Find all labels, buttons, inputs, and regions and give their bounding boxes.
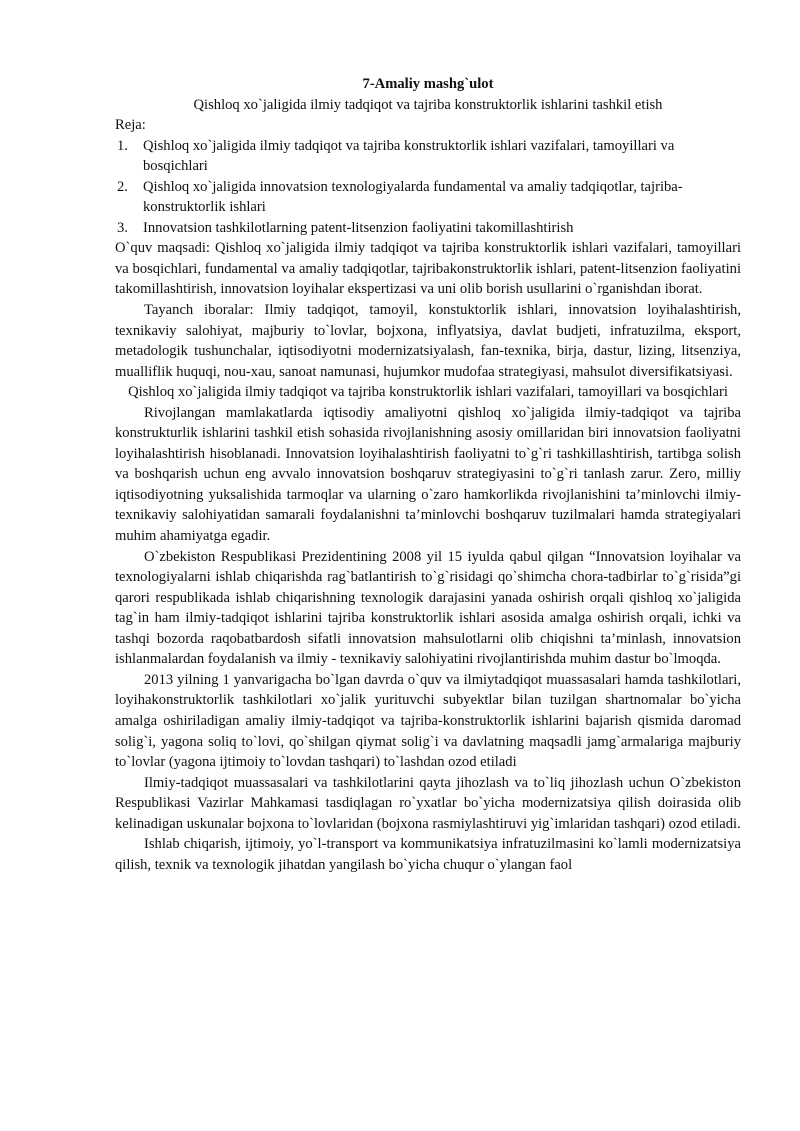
document-title: 7-Amaliy mashg`ulot [362, 76, 494, 92]
body-paragraph: O`zbekiston Respublikasi Prezidentining 2008 yil 15 iyulda qabul qilgan “Innovatsion loyihalar va texnologiyalarni ishlab chiqarishda rag`batlantirish to`g`risidagi qo`shimcha chora-tadbirlar to`g`risida”gi qarori respublikada ishlab chiqarishning texnologik darajasini yanada oshirish orqali qishloq xo`jaligida tag`in ham ilmiy-tadqiqot ishlarini tajriba konstruktorlik ishlari asosida amalga oshirish orqali, ichki va tashqi bozorda raqobatbardosh sifatli innovatsion mahsulotlarni olib chiqishni ta’minlash, innovatsion ishlanmalardan foydalanish va ilmiy - texnikaviy salohiyatini rivojlantirishda muhim dastur bo`lmoqda. [115, 548, 741, 668]
plan-list [115, 136, 741, 239]
plan-label: Reja: [115, 117, 146, 134]
section-heading: Qishloq xo`jaligida ilmiy tadqiqot va tajriba konstruktorlik ishlari vazifalari, tamoyillari va bosqichlari [128, 384, 728, 401]
body-paragraph: 2013 yilning 1 yanvarigacha bo`lgan davrda o`quv va ilmiytadqiqot muassasalari hamda tashkilotlari, loyihakonstruktorlik tashkilotlari xo`jalik yurituvchi subyektlar bilan tuzilgan shartnomalar bo`yicha amalga oshiriladigan amaliy ilmiy-tadqiqot va tajriba-konstruktorlik ishlarini bajarish qismida daromad solig`i, yagona soliq to`lovi, qo`shilgan qiymat solig`i va davlatning maqsadli jamg`armalariga majburiy to`lovlar (yagona ijtimoiy to`lovdan tashqari) to`lashdan ozod etiladi [115, 671, 741, 771]
keywords-paragraph: Tayanch iboralar: Ilmiy tadqiqot, tamoyil, konstuktorlik ishlari, innovatsion loyihalashtirish, texnikaviy salohiyat, majburiy to`lovlar, bojxona, inflyatsiya, davlat budjeti, infratuzilma, eksport, metadologik tushunchalar, iqtisodiyotni modernizatsiyalash, fan-texnika, birja, dastur, lizing, litsenziya, mualliflik huquqi, nou-xau, sanoat namunasi, hujumkor mudofaa strategiyasi, mahsulot diversifikatsiyasi. [115, 302, 741, 380]
plan-item-text: Qishloq xo`jaligida innovatsion texnologiyalarda fundamental va amaliy tadqiqotlar, tajriba-konstruktorlik ishlari [143, 178, 683, 216]
plan-item [115, 136, 741, 177]
plan-item-text: Qishloq xo`jaligida ilmiy tadqiqot va tajriba konstruktorlik ishlari vazifalari, tamoyillari va bosqichlari [143, 137, 675, 175]
plan-item [115, 177, 741, 218]
learning-goal: O`quv maqsadi: Qishloq xo`jaligida ilmiy tadqiqot va tajriba konstruktorlik ishlari vazifalari, tamoyillari va bosqichlari, fundamental va amaliy tadqiqotlar, tajribakonstruktorlik ishlari, patent-litsenzion faoliyatini takomillashtirish, innovatsion loyihalar ekspertizasi va uni olib borish usullarini o`rganishdan iborat. [115, 240, 741, 298]
body-paragraph: Ishlab chiqarish, ijtimoiy, yo`l-transport va kommunikatsiya infratuzilmasini ko`lamli modernizatsiya qilish, texnik va texnologik jihatdan yangilash bo`yicha chuqur o`ylangan faol [115, 836, 741, 873]
plan-item-number: 2. [117, 178, 128, 195]
plan-item-number: 3. [117, 219, 128, 236]
plan-item-number: 1. [117, 137, 128, 154]
document-subtitle: Qishloq xo`jaligida ilmiy tadqiqot va tajriba konstruktorlik ishlarini tashkil etish [193, 96, 663, 113]
body-paragraph: Rivojlangan mamlakatlarda iqtisodiy amaliyotni qishloq xo`jaligida ilmiy-tadqiqot va tajriba konstrukturlik ishlarini tashkil etish sohasida rivojlanishning asosiy omillaridan biri innovatsion faoliyatni loyihalashtirish hisoblanadi. Innovatsion loyihalashtirish faoliyatni to`g`ri tashkillashtirish, tartibga solish va boshqarish uchun eng avvalo innovatsion boshqaruv strategiyasini to`g`ri tanlash zarur. Zero, milliy iqtisodiyotning yuksalishida tarmoqlar va ularning o`zaro hamkorlikda rivojlanishini ta’minlovchi ilmiy-texnikaviy salohiyatidan samarali foydalanishni ta’minlovchi boshqaruv tuzilmalari hamda strategiyalari muhim ahamiyatga egadir. [115, 404, 741, 545]
plan-item [115, 218, 741, 239]
document-page [115, 74, 741, 875]
body-paragraph: Ilmiy-tadqiqot muassasalari va tashkilotlarini qayta jihozlash va to`liq jihozlash uchun O`zbekiston Respublikasi Vazirlar Mahkamasi tasdiqlagan ro`yxatlar bo`yicha modernizatsiya qilish doirasida olib kelinadigan uskunalar bojxona to`lovlaridan (bojxona rasmiylashtiruvi yig`imlaridan tashqari) ozod etiladi. [115, 774, 741, 832]
plan-item-text: Innovatsion tashkilotlarning patent-litsenzion faoliyatini takomillashtirish [143, 219, 574, 236]
